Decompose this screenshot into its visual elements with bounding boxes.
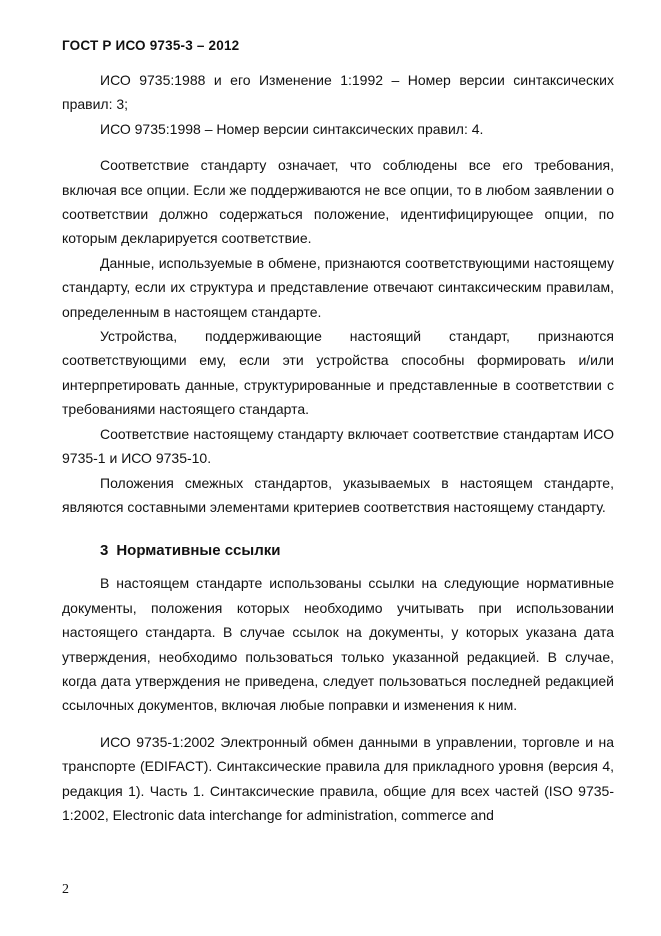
paragraph-version-4: ИСО 9735:1998 – Номер версии синтаксических правил: 4. bbox=[100, 120, 484, 137]
paragraph-devices-conformance: Устройства, поддерживающие настоящий стандарт, признаются соответствующими ему, если эти устройства способны формировать и/или интерпретировать данные, структурированные и представленные в соответствии с требованиями настоящего стандарта. bbox=[62, 328, 614, 418]
section-heading bbox=[62, 539, 614, 563]
section-number: 3 bbox=[100, 542, 109, 560]
paragraph-normative-references: В настоящем стандарте использованы ссылки на следующие нормативные документы, положения которых необходимо учитывать при использовании настоящего стандарта. В случае ссылок на документы, у которых указана дата утверждения, необходимо пользоваться только указанной редакцией. В случае, когда дата утверждения не приведена, следует пользоваться последней редакцией ссылочных документов, включая любые поправки и изменения к ним. bbox=[62, 575, 614, 714]
paragraph-reference-iso-9735-1: ИСО 9735-1:2002 Электронный обмен данными в управлении, торговле и на транспорте (EDIFACT). Синтаксические правила для прикладного уровня (версия 4, редакция 1). Часть 1. Синтаксические правила, общие для всех частей (ISO 9735-1:2002, Electronic data interchange for administration, commerce and bbox=[62, 733, 614, 823]
document-header: ГОСТ Р ИСО 9735-3 – 2012 bbox=[62, 38, 240, 53]
page-number: 2 bbox=[62, 882, 69, 897]
paragraph-conformance: Соответствие стандарту означает, что соблюдены все его требования, включая все опции. Если же поддерживаются не все опции, то в любом заявлении о соответствии должно содержаться положение, идентифицирующее опции, по которым декларируется соответствие. bbox=[62, 157, 614, 247]
paragraph-includes-conformance: Соответствие настоящему стандарту включает соответствие стандартам ИСО 9735-1 и ИСО 9735-10. bbox=[62, 425, 614, 467]
paragraph-version-3: ИСО 9735:1988 и его Изменение 1:1992 – Номер версии синтаксических правил: 3; bbox=[62, 72, 614, 113]
paragraph-data-conformance: Данные, используемые в обмене, признаются соответствующими настоящему стандарту, если их структура и представление отвечают синтаксическим правилам, определенным в настоящем стандарте. bbox=[62, 254, 614, 320]
document-body bbox=[62, 68, 614, 827]
section-title: Нормативные ссылки bbox=[116, 542, 281, 560]
paragraph-related-standards: Положения смежных стандартов, указываемых в настоящем стандарте, являются составными элементами критериев соответствия настоящему стандарту. bbox=[62, 474, 614, 515]
